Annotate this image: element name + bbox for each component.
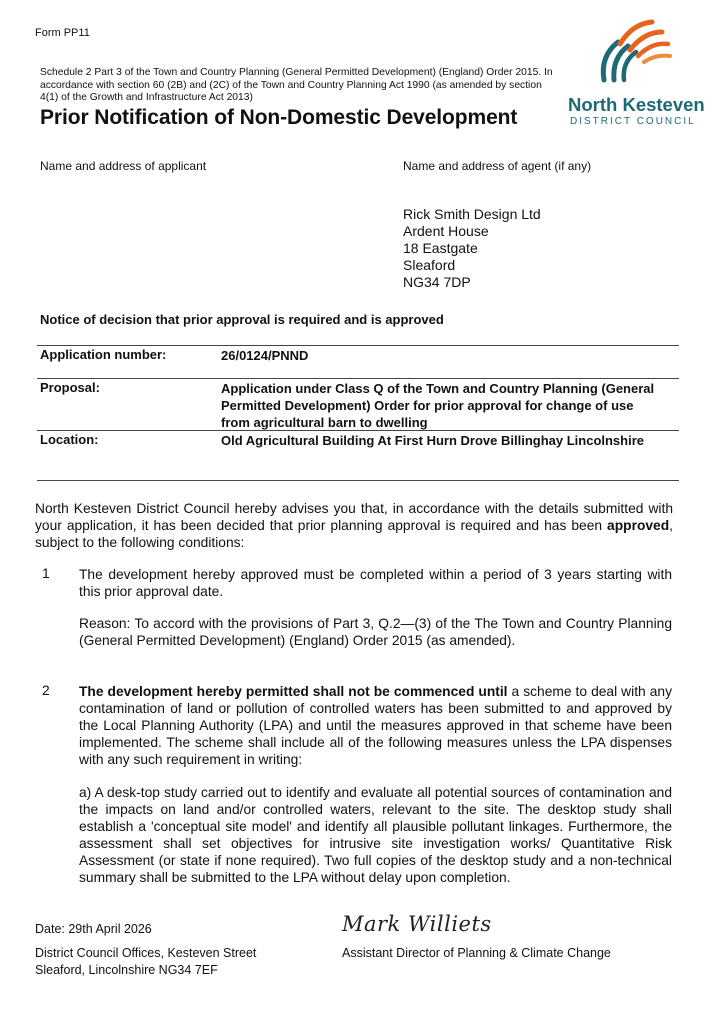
condition-1-reason: Reason: To accord with the provisions of Part 3, Q.2—(3) of the The Town and Country Planning (General Permitted Development) (England) Order 2015 (as amended). <box>79 616 672 648</box>
condition-2-text <box>79 683 672 768</box>
agent-address <box>403 206 541 291</box>
intro-paragraph <box>35 500 673 551</box>
condition-2-body: a scheme to deal with any contamination of land or pollution of controlled waters has been submitted to and approved by the Local Planning Authority (LPA) and until the measures approved in that scheme have been implemented. The scheme shall include all of the following measures unless the LPA dispenses with any such requirement in writing: <box>79 684 672 767</box>
agent-address-line: Ardent House <box>403 223 489 239</box>
signature: Mark Williets <box>342 912 492 936</box>
intro-text-end: , subject to the following conditions: <box>35 518 673 550</box>
office-address-line: District Council Offices, Kesteven Street <box>35 946 257 960</box>
divider <box>37 345 679 346</box>
office-address-line: Sleaford, Lincolnshire NG34 7EF <box>35 963 218 977</box>
divider <box>37 430 679 431</box>
council-logo-subtitle: DISTRICT COUNCIL <box>570 116 696 127</box>
agent-address-line: Rick Smith Design Ltd <box>403 206 541 222</box>
condition-1-text: The development hereby approved must be completed within a period of 3 years starting with this prior approval date. <box>79 567 672 599</box>
condition-number: 1 <box>42 566 50 581</box>
condition-2-subclause-a: a) A desk-top study carried out to identify and evaluate all potential sources of contamination and the impacts on land and/or controlled waters, relevant to the site. The desktop study shall establish a 'conceptual site model' and identify all plausible pollutant linkages. Furthermore, the assessment shall set objectives for intrusive site investigation works/ Quantitative Risk Assessment (or state if none required). Two full copies of the desktop study and a non-technical summary shall be submitted to the LPA without delay upon completion. <box>79 785 672 885</box>
application-number: 26/0124/PNND <box>221 348 309 363</box>
council-logo-mark-icon <box>592 18 672 88</box>
council-logo-name: North Kesteven <box>568 94 705 115</box>
council-office-address <box>35 945 256 979</box>
form-code: Form PP11 <box>35 27 90 39</box>
intro-approved: approved <box>607 518 670 533</box>
applicant-label: Name and address of applicant <box>40 159 207 173</box>
council-logo <box>566 18 706 128</box>
decision-notice: Notice of decision that prior approval is required and is approved <box>40 312 444 327</box>
intro-text: North Kesteven District Council hereby advises you that, in accordance with the details submitted with your application, it has been decided that prior planning approval is required and has been <box>35 501 673 533</box>
proposal-value: Application under Class Q of the Town and Country Planning (General Permitted Development) Order for prior approval for change of use from agricultural barn to dwelling <box>221 381 655 430</box>
location-label: Location: <box>40 432 99 447</box>
decision-date: Date: 29th April 2026 <box>35 922 152 936</box>
agent-address-line: 18 Eastgate <box>403 240 478 256</box>
agent-address-line: Sleaford <box>403 257 456 273</box>
signatory-role: Assistant Director of Planning & Climate Change <box>342 946 611 960</box>
agent-address-line: NG34 7DP <box>403 274 471 290</box>
proposal-label: Proposal: <box>40 380 100 395</box>
page-title: Prior Notification of Non-Domestic Development <box>40 106 518 129</box>
condition-2-bold: The development hereby permitted shall not be commenced until <box>79 684 508 699</box>
location-value: Old Agricultural Building At First Hurn Drove Billinghay Lincolnshire <box>221 433 645 448</box>
divider <box>37 378 679 379</box>
divider <box>37 480 679 481</box>
application-number-label: Application number: <box>40 347 167 362</box>
schedule-reference: Schedule 2 Part 3 of the Town and Country Planning (General Permitted Development) (England) Order 2015. In accordance with section 60 (2B) and (2C) of the Town and Country Planning Act 1990 (as amended by section 4(1) of the Growth and Infrastructure Act 2013) <box>40 67 553 103</box>
agent-label: Name and address of agent (if any) <box>403 159 592 173</box>
condition-number: 2 <box>42 683 50 698</box>
